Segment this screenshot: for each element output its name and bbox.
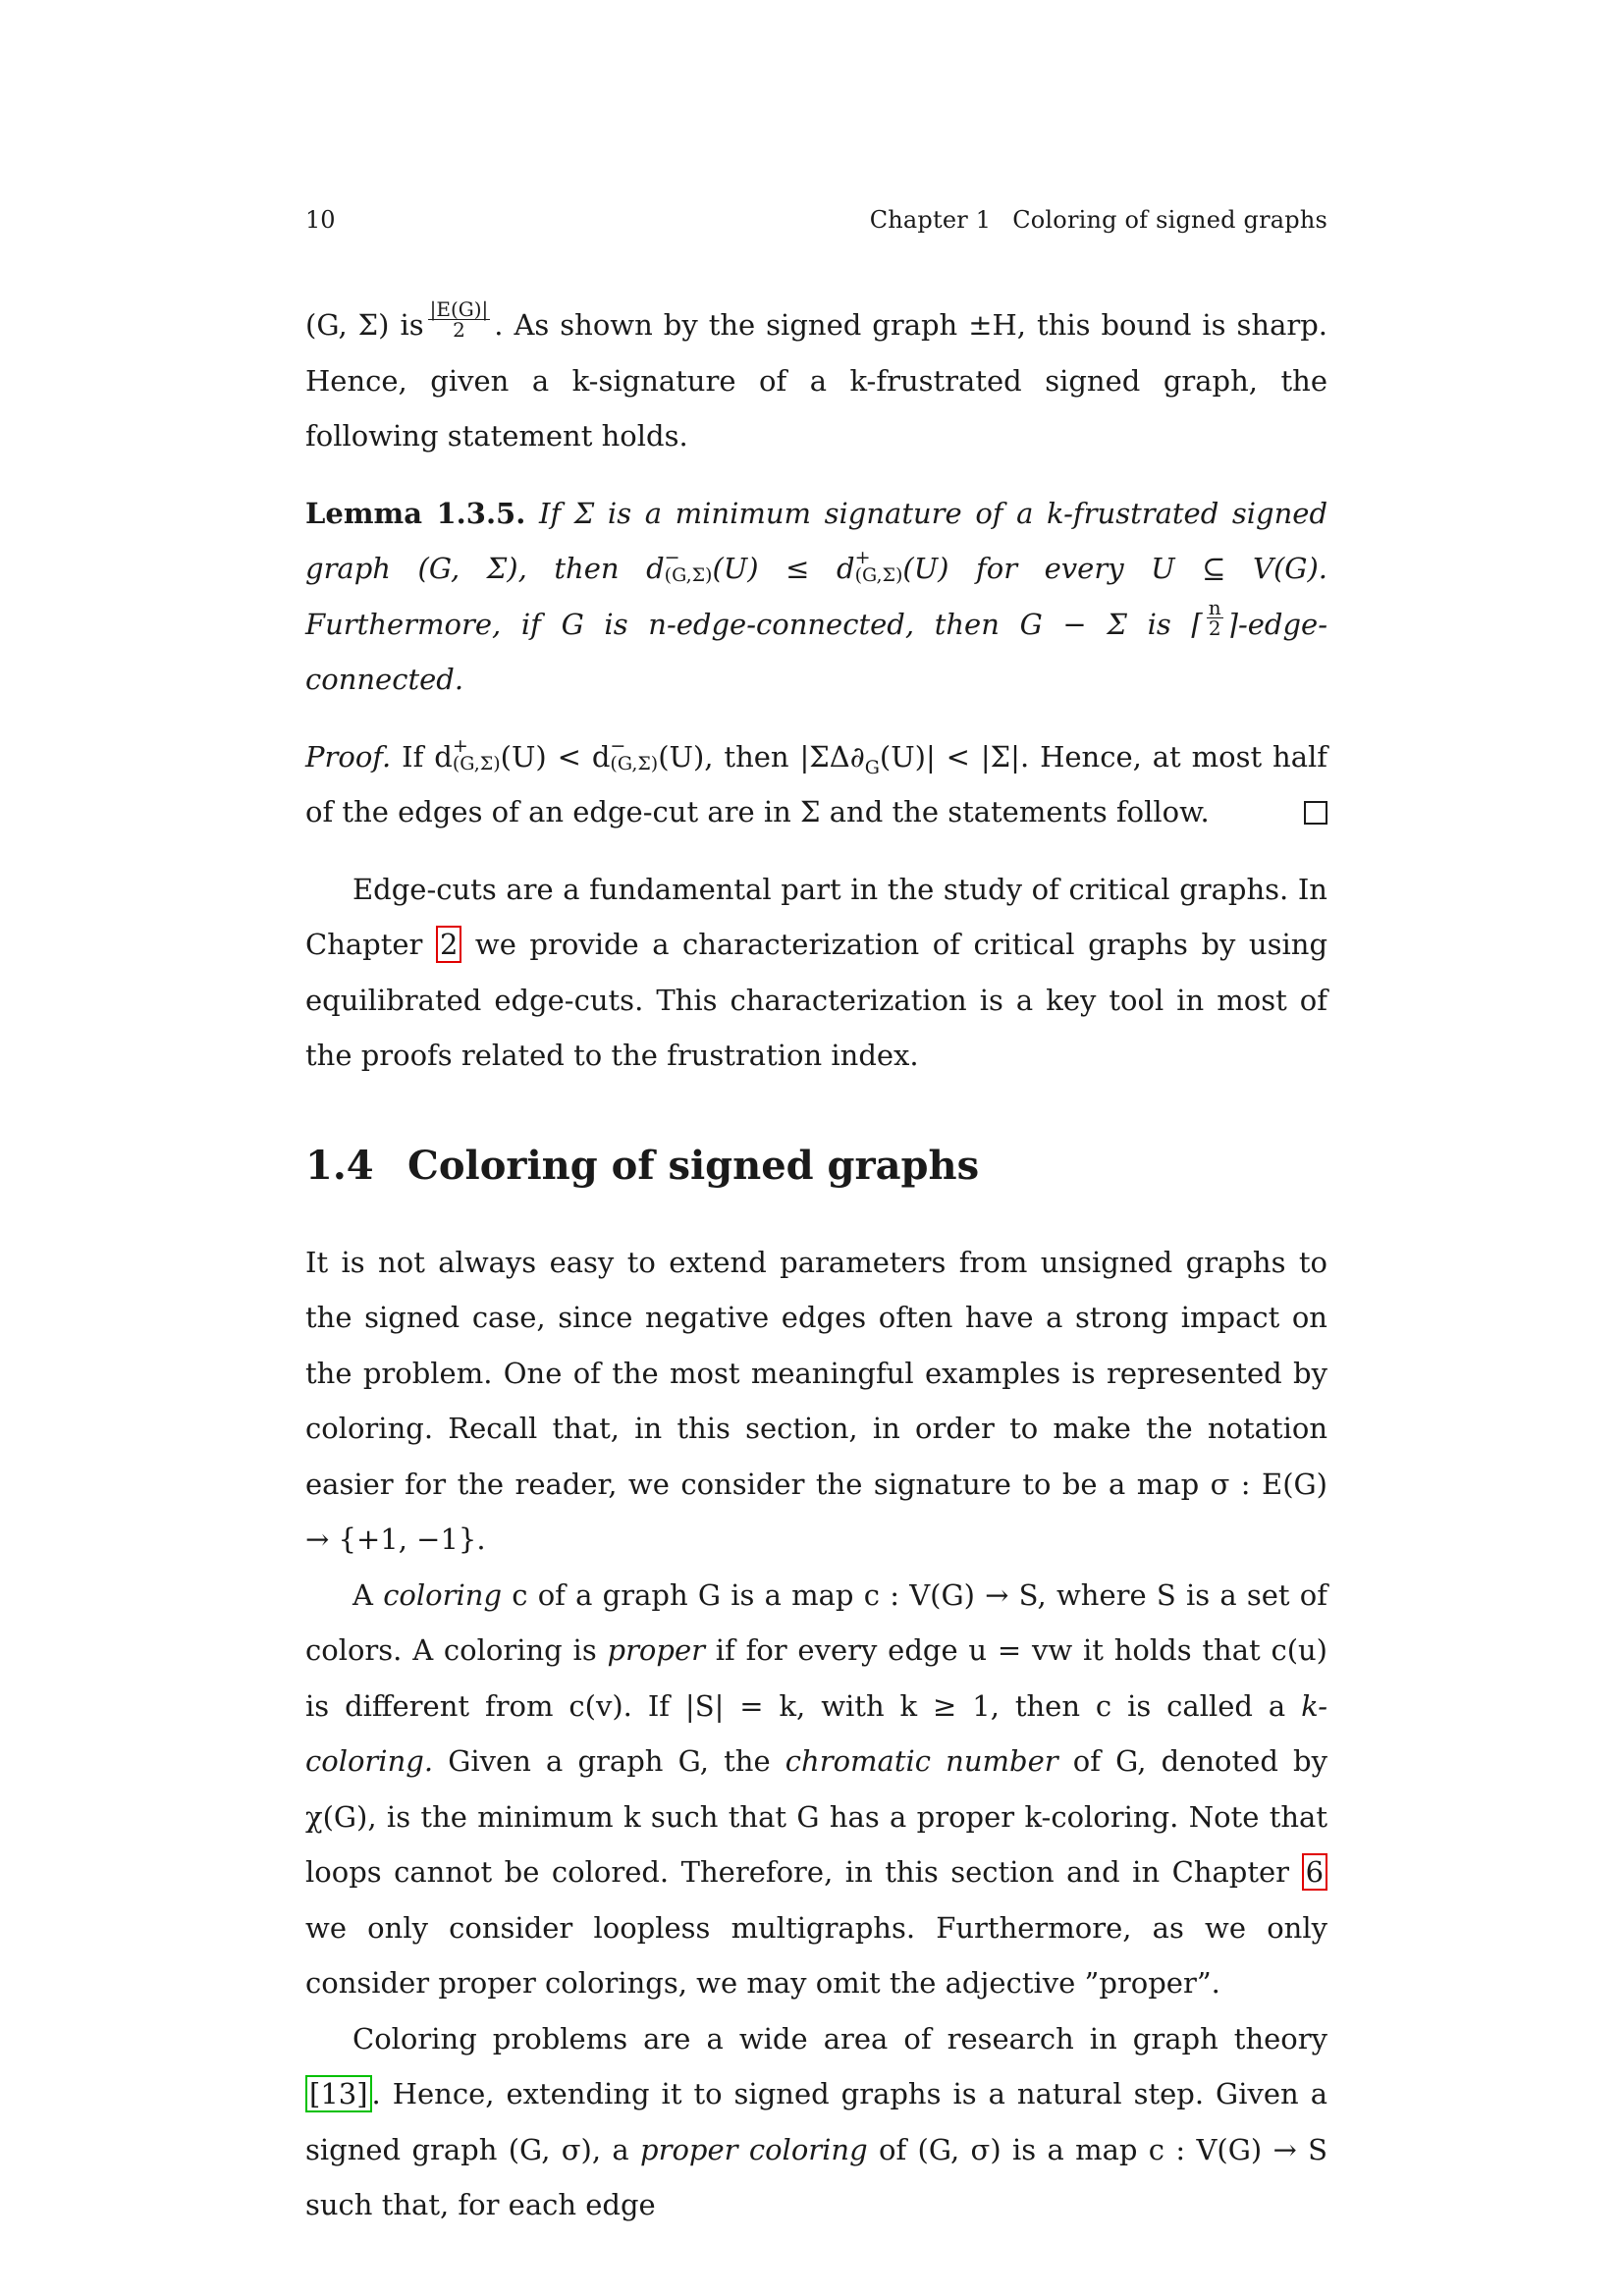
chapter-2-link[interactable]: 2 xyxy=(436,926,461,963)
text-span: A xyxy=(352,1577,373,1612)
section-title: Coloring of signed graphs xyxy=(407,1142,980,1189)
text-span: c of a graph G is a map c : V(G) → S, where S is a set of colors. A coloring is xyxy=(305,1577,1327,1667)
lemma-label: Lemma 1.3.5. xyxy=(305,496,526,530)
proof xyxy=(305,729,1327,840)
qed-square-icon xyxy=(1304,801,1327,825)
text-span: ⌉-edge-connected. xyxy=(305,607,1327,696)
text-span: (G, Σ) is xyxy=(305,308,424,342)
sub-sup xyxy=(452,734,501,774)
subscript: (G,Σ) xyxy=(664,564,713,586)
section-number: 1.4 xyxy=(305,1142,374,1189)
text-span: Coloring problems are a wide area of research in graph theory xyxy=(352,2021,1327,2056)
subscript: (G,Σ) xyxy=(452,752,501,774)
superscript: − xyxy=(664,547,680,568)
text-span: Edge-cuts are a fundamental part in the study of critical graphs. In Chapter xyxy=(305,872,1327,961)
chapter-heading xyxy=(870,206,1327,234)
fraction-numerator: |E(G)| xyxy=(429,296,489,321)
sub-sup xyxy=(610,734,659,774)
superscript: + xyxy=(452,734,468,757)
text-span: if for every edge u = vw it holds that c(u) is different from c(v). If |S| = k, with k ≥ 1, then c is called a xyxy=(305,1633,1327,1723)
chapter-6-link[interactable]: 6 xyxy=(1302,1853,1327,1891)
main-text xyxy=(305,297,1327,2233)
fraction-denominator: 2 xyxy=(453,317,465,342)
citation-13-link[interactable]: [13] xyxy=(305,2075,372,2112)
text-span: (U) < d xyxy=(500,739,611,774)
paragraph-intro-coloring xyxy=(305,1235,1327,1568)
text-span: k-coloring. xyxy=(305,1688,1327,1778)
section-heading xyxy=(305,1137,1327,1196)
paragraph-edge-cuts xyxy=(305,862,1327,1084)
superscript: − xyxy=(610,734,626,757)
fraction-e-over-2 xyxy=(428,296,491,342)
superscript: + xyxy=(854,547,871,568)
chapter-title: Coloring of signed graphs xyxy=(1012,206,1327,234)
chapter-label: Chapter 1 xyxy=(869,206,992,234)
text-span: chromatic number xyxy=(785,1744,1058,1778)
text-span: coloring xyxy=(383,1577,503,1612)
running-header xyxy=(305,206,1327,234)
text-span: (U) ≤ d xyxy=(712,552,855,585)
text-span: If Σ is a minimum signature of a k-frustrated signed graph (G, Σ), then d xyxy=(305,496,1328,585)
text-span: . As shown by the signed graph ±H, this bound is sharp. Hence, given a k-signature of a k-frustrated signed graph, the following statement holds. xyxy=(305,308,1328,453)
fraction-denominator: 2 xyxy=(1208,616,1221,640)
proof-label: Proof. xyxy=(305,739,392,774)
text-span: (U) for every U ⊆ V(G). Furthermore, if G is n-edge-connected, then G − Σ is ⌈ xyxy=(305,552,1327,641)
text-span: of (G, σ) is a map c : V(G) → S such that, for each edge xyxy=(305,2132,1328,2221)
subscript: (G,Σ) xyxy=(854,564,903,586)
text-span: . Hence, extending it to signed graphs is a natural step. Given a signed graph (G, σ), a xyxy=(305,2077,1327,2166)
text-span: It is not always easy to extend parameters from unsigned graphs to the signed case, since negative edges often have a strong impact on the problem. One of the most meaningful examples is represented by coloring. Recall that, in this section, in order to make the notation easier for the reader, we consider the signature to be a map σ : E(G) → {+1, −1}. xyxy=(305,1245,1327,1556)
text-span: proper xyxy=(607,1633,705,1667)
fraction-numerator: n xyxy=(1208,596,1221,619)
paragraph-coloring-definition xyxy=(305,1568,1327,2011)
text-span: we only consider loopless multigraphs. Furthermore, as we only consider proper colorings, we may omit the adjective ”proper”. xyxy=(305,1910,1327,2000)
text-span: (U)| < |Σ|. Hence, at most half of the edges of an edge-cut are in Σ and the statements follow. xyxy=(305,739,1328,828)
fraction-n-over-2 xyxy=(1207,598,1223,638)
sub-sup xyxy=(665,549,713,584)
paragraph-coloring-problems xyxy=(305,2011,1327,2233)
subscript: G xyxy=(864,756,880,778)
sub-sup xyxy=(855,549,903,584)
text-span: we provide a characterization of critical graphs by using equilibrated edge-cuts. This characterization is a key tool in most of the proofs related to the frustration index. xyxy=(305,928,1328,1072)
paragraph-bound-sharp xyxy=(305,297,1327,464)
text-span: (U), then |ΣΔ∂ xyxy=(658,739,865,774)
page-number: 10 xyxy=(305,206,336,234)
text-span: Given a graph G, the xyxy=(448,1744,771,1778)
text-span: proper coloring xyxy=(640,2132,868,2166)
text-span: of G, denoted by χ(G), is the minimum k such that G has a proper k-coloring. Note that loops cannot be colored. Therefore, in this section and in Chapter xyxy=(305,1744,1328,1889)
lemma-1-3-5 xyxy=(305,486,1327,708)
subscript: (G,Σ) xyxy=(610,752,659,774)
text-span: If d xyxy=(402,739,453,774)
